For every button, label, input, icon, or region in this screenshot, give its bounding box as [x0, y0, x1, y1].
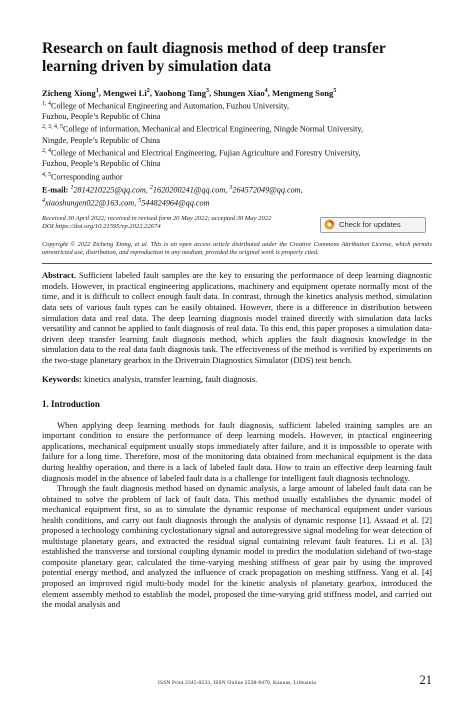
copyright-notice: Copyright © 2022 Zicheng Xiong, et al. This is an open access article distributed under the Creative Commons Attribution License, which permits unrestricted use, distribution, and reproduction in any medium, provided the original work is properly cited.: [42, 240, 432, 257]
email-line: [42, 183, 432, 196]
paragraph: Through the fault diagnosis method based on dynamic analysis, a large amount of labeled fault data can be obtained to solve the problem of lack of fault data. This method usually establishes the dynamic model of mechanical equipment first, so as to simulate the dynamic response of mechanical equipment under various health conditions, and carry out fault diagnosis through the analysis of dynamic response [1]. Assaad et al. [2] proposed a technology combining cyclostationary signal and autoregressive signal modeling for wear detection of multistage planetary gears, and extracted the residual signal containing relevant fault features. Li et al. [3] established the transverse and torsional coupling dynamic model to predict the modulation sideband of two-stage composite planetary gear, calculated the time-varying meshing stiffness of gear pair by using the improved potential energy method, and analyzed the influence of crack propagation on meshing stiffness. Yang et al. [4] proposed an improved rigid multi-body model for the kinetic analysis of planetary gearbox, introduced the element assembly method to establish the model, proposed the time-varying grid stiffness model, and carried out the modal analysis and: [42, 483, 432, 610]
affiliation-sup: 1, 4: [42, 100, 51, 107]
author-sup: 1: [95, 88, 99, 94]
author-list: Zicheng Xiong$^1$, Mengwei Li$^2$, Yaohong Tang$^3$, Shungen Xiao$^4$, Mengmeng Song$^5$: [42, 87, 337, 98]
doi-link[interactable]: DOI https://doi.org/10.21595/vp.2022.22674: [42, 223, 161, 231]
email-sup: 1: [70, 184, 74, 191]
author-sup: 3: [206, 88, 210, 94]
abstract: [42, 270, 432, 365]
affiliation: [42, 146, 432, 159]
affiliation-line: College of information, Mechanical and Electrical Engineering, Ningde Normal University,: [63, 125, 364, 135]
check-for-updates-button[interactable]: [320, 217, 426, 233]
affiliation-line: College of Mechanical and Electrical Engineering, Fujian Agriculture and Forestry University,: [51, 148, 361, 158]
received-dates: Received 30 April 2022; received in revised form 20 May 2022; accepted 30 May 2022: [42, 214, 272, 222]
email-link[interactable]: 544824964@qq.com: [141, 198, 210, 208]
affiliation-location: Fuzhou, People’s Republic of China: [42, 112, 161, 121]
page-footer: [42, 673, 432, 689]
email-link[interactable]: 1620200241@qq.com,: [152, 185, 228, 195]
abstract-label: Abstract.: [42, 270, 76, 281]
check-updates-icon: [324, 219, 335, 230]
corresponding-text: Corresponding author: [51, 172, 123, 182]
paragraph: When applying deep learning methods for fault diagnosis, sufficient labeled training samples are an important condition to ensure the performance of deep learning models. However, in practical engineering applications, mechanical equipment usually stops immediately after failure, and it is impossible to operate with failure for a long time. Therefore, most of the monitoring data obtained from mechanical equipment is the data during healthy operation, and there is a lack of labeled fault data. How to train an effective deep learning fault diagnosis model in the absence of labeled fault data is a challenge for intelligent fault diagnosis technology.: [42, 419, 432, 483]
email-label: E-mail:: [42, 185, 69, 195]
affiliations: [42, 99, 432, 183]
email-link[interactable]: 264572049@qq.com,: [232, 185, 303, 195]
keywords-text: kinetics analysis, transfer learning, fault diagnosis.: [84, 374, 258, 385]
journal-issn: ISSN Print 2345-0533, ISSN Online 2538-8479, Kaunas, Lithuania: [158, 680, 316, 686]
affiliation-line: College of Mechanical Engineering and Automation, Fuzhou University,: [51, 101, 289, 111]
email-link[interactable]: xiaoshungen022@163.com,: [45, 198, 137, 208]
dates-row: [42, 215, 432, 237]
corresponding-sup: 4, 5: [42, 171, 51, 178]
author-sup: 4: [264, 88, 268, 94]
divider: [42, 263, 432, 264]
author-name: Yaohong Tang: [153, 87, 207, 98]
affiliation-sup: 2, 4: [42, 147, 51, 154]
author-name: Shungen Xiao: [213, 87, 265, 98]
email-sup: 4: [42, 197, 45, 204]
abstract-text: Sufficient labeled fault samples are the key to ensuring the performance of deep learning diagnostic models. However, in practical engineering applications, machinery and equipment operate normally most of the time, and it is difficult to collect enough fault data. In contrast, through the kinetics analysis method, simulation data sets of various fault types can be easily obtained. However, there is a difference in distribution between simulation data and real data. The deep learning diagnosis model trained directly with simulation data lacks versatility and cannot be applied to fault diagnosis of real data. To this end, this paper proposes a simulation data-driven deep transfer learning fault diagnosis method, which applies the fault diagnosis knowledge in the simulation data to the real data fault diagnosis task. The effectiveness of the method is verified by experiments on the two-stage planetary gearbox in the Drivetrain Diagnostics Simulator (DDS) test bench.: [42, 270, 432, 365]
author-name: Zicheng Xiong: [42, 87, 96, 98]
affiliation-location: Ningde, People’s Republic of China: [42, 135, 161, 145]
author-name: Mengmeng Song: [271, 87, 334, 98]
page-number: 21: [419, 673, 432, 687]
email-sup: 3: [229, 184, 233, 191]
affiliation-sup: 2, 3, 4, 5: [42, 124, 63, 131]
email-sup: 2: [149, 184, 153, 191]
keywords-label: Keywords:: [42, 374, 82, 385]
affiliation-location: Fuzhou, People’s Republic of China: [42, 159, 161, 169]
affiliation: [42, 122, 432, 135]
affiliation: [42, 99, 432, 112]
corresponding-author: [42, 170, 432, 183]
author-name: Mengwei Li: [103, 87, 147, 98]
author-sup: 5: [333, 88, 337, 94]
keywords: [42, 374, 432, 385]
section-heading: 1. Introduction: [42, 398, 100, 409]
email-link[interactable]: 2814210225@qq.com,: [73, 185, 148, 195]
email-line: [42, 196, 432, 209]
paper-title: Research on fault diagnosis method of deep transfer learning driven by simulation data: [42, 40, 386, 75]
email-sup: 5: [138, 197, 142, 204]
author-sup: 2: [146, 88, 150, 94]
check-updates-label: Check for updates: [339, 220, 401, 230]
